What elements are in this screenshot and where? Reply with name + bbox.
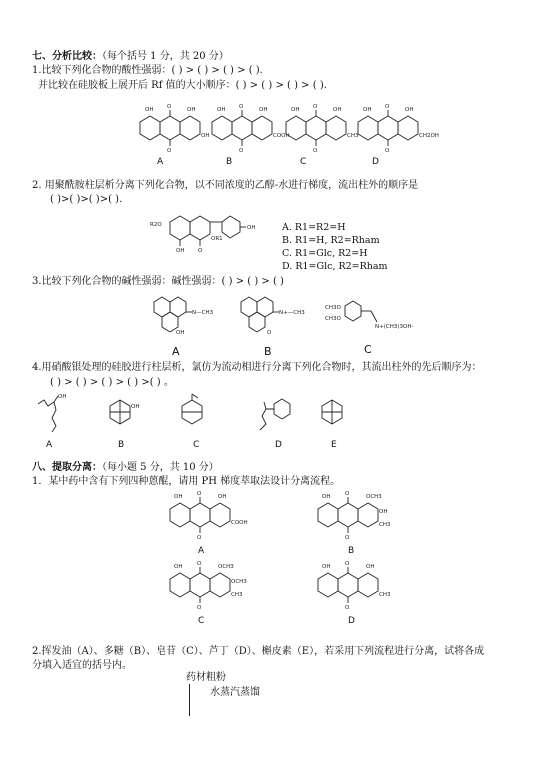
o-8b-bottom: O bbox=[345, 535, 350, 541]
q7-3-structure-b bbox=[235, 294, 305, 342]
q7-4-line1: 4.用硝酸银处理的硅胶进行柱层析，氯仿为流动相进行分离下列化合物时，其流出柱外的先后顺序为： bbox=[32, 362, 482, 373]
svg-text:COOH: COOH bbox=[273, 133, 290, 139]
oh-8d-right: OH bbox=[366, 564, 375, 570]
o-b-label: O bbox=[267, 330, 272, 336]
oh-4a-label: OH bbox=[58, 394, 67, 400]
q7-3-structure-c bbox=[325, 300, 415, 336]
svg-text:O: O bbox=[385, 104, 390, 110]
quat-ammonium-label: N+(CH3)3OH- bbox=[375, 324, 414, 330]
o-8a-top: O bbox=[197, 491, 202, 497]
q7-2-flavonoid-structure bbox=[150, 212, 260, 262]
q7-4-label-e: E bbox=[331, 440, 337, 450]
q7-4-label-a: A bbox=[46, 440, 53, 450]
q8-1-structure-c bbox=[162, 561, 252, 611]
oh-8a-right: OH bbox=[218, 494, 227, 500]
q7-3-line: 3.比较下列化合物的碱性强弱：碱性强弱：( ) > ( ) > ( ) bbox=[32, 276, 284, 287]
och3-8c-top: OCH3 bbox=[218, 564, 234, 570]
oh-a-label: OH bbox=[176, 330, 185, 336]
o-8d-bottom: O bbox=[345, 605, 350, 611]
oh-8c-left: OH bbox=[174, 564, 183, 570]
ch3o-bottom-label: CH3O bbox=[325, 316, 341, 322]
svg-text:CH3: CH3 bbox=[347, 133, 359, 139]
svg-text:O: O bbox=[239, 148, 244, 154]
q7-1-label-a: A bbox=[157, 157, 164, 167]
svg-text:OH: OH bbox=[145, 107, 154, 113]
cooh-8a-label: COOH bbox=[231, 520, 248, 526]
section8-header-note: （每小题 5 分，共 10 分） bbox=[102, 462, 219, 473]
q8-1-structure-a bbox=[162, 491, 252, 541]
q7-2-line2: ( )>( )>( )>( ). bbox=[50, 194, 123, 205]
o-8b-top: O bbox=[345, 491, 350, 497]
q7-4-label-d: D bbox=[275, 440, 282, 450]
svg-text:O: O bbox=[239, 104, 244, 110]
o-8a-bottom: O bbox=[197, 535, 202, 541]
o-8c-bottom: O bbox=[197, 605, 202, 611]
q7-2-option-b: B. R1=H, R2=Rham bbox=[282, 235, 380, 246]
q8-1-line: 1．某中药中含有下列四种蒽醌，请用 PH 梯度萃取法设计分离流程。 bbox=[32, 476, 341, 487]
q7-1-label-b: B bbox=[226, 157, 233, 167]
oh-bottom-label: OH bbox=[176, 248, 185, 254]
section8-header: 八、提取分离： bbox=[32, 462, 102, 473]
section7-header: 七、分析比较： bbox=[32, 51, 102, 62]
nch3-a-label: N—CH3 bbox=[192, 310, 214, 316]
svg-text:OH: OH bbox=[187, 107, 196, 113]
q8-1-structure-b bbox=[310, 491, 400, 541]
anthraquinone-skeleton bbox=[140, 110, 200, 146]
q7-2-option-a: A. R1=R2=H bbox=[282, 222, 346, 233]
svg-text:O: O bbox=[385, 148, 390, 154]
q8-1-label-b: B bbox=[348, 546, 355, 556]
q7-1-structure-b bbox=[204, 104, 290, 154]
section7-header-note: （每个括号 1 分，共 20 分） bbox=[102, 51, 229, 62]
svg-text:O: O bbox=[167, 104, 172, 110]
svg-text:OH: OH bbox=[259, 107, 268, 113]
q7-4-structure-e bbox=[318, 396, 348, 432]
ch3-8b-label: CH3 bbox=[379, 522, 391, 528]
or1-label: OR1 bbox=[211, 236, 223, 242]
svg-text:O: O bbox=[167, 148, 172, 154]
q8-1-label-c: C bbox=[198, 616, 205, 626]
och3-8c-right: OCH3 bbox=[231, 579, 247, 585]
q7-1-label-d: D bbox=[372, 157, 379, 167]
q8-1-label-d: D bbox=[348, 616, 355, 626]
oh-4b-label: OH bbox=[131, 404, 140, 410]
q7-2-option-c: C. R1=Glc, R2=H bbox=[282, 248, 368, 259]
n-plus-b-label: N+—CH3 bbox=[279, 310, 305, 316]
o-carbonyl-label: O bbox=[198, 248, 203, 254]
q7-2-option-d: D. R1=Glc, R2=Rham bbox=[282, 261, 388, 272]
ch3o-top-label: CH3O bbox=[325, 305, 341, 311]
q7-3-label-a: A bbox=[172, 345, 180, 358]
q7-2-line1: 2. 用聚酰胺柱层析分离下列化合物，以不同浓度的乙醇-水进行梯度，流出柱外的顺序是 bbox=[32, 180, 419, 191]
q7-1-structure-d bbox=[350, 104, 439, 154]
flow-step-1: 水蒸汽蒸馏 bbox=[210, 687, 260, 698]
o-8c-top: O bbox=[197, 561, 202, 567]
oh-8b-left: OH bbox=[322, 494, 331, 500]
oh-8a-left: OH bbox=[174, 494, 183, 500]
q7-1-structure-c bbox=[278, 104, 359, 154]
ch3-8d-label: CH3 bbox=[379, 592, 391, 598]
q7-3-label-b: B bbox=[264, 345, 272, 358]
svg-text:OH: OH bbox=[333, 107, 342, 113]
oh-8d-left: OH bbox=[322, 564, 331, 570]
svg-text:CH2OH: CH2OH bbox=[419, 133, 439, 139]
q7-4-label-c: C bbox=[193, 440, 200, 450]
ch3-8c-label: CH3 bbox=[231, 592, 243, 598]
q7-1-line2: 并比较在硅胶板上展开后 Rf 值的大小顺序：( ) > ( ) > ( ) > ( ). bbox=[38, 80, 327, 91]
svg-text:O: O bbox=[313, 104, 318, 110]
oh-right-label: OH bbox=[247, 225, 256, 231]
q8-2-line2: 分填入适宜的括号内。 bbox=[32, 660, 132, 671]
q7-4-structure-d bbox=[250, 394, 300, 436]
r2o-label: R2O bbox=[150, 222, 162, 228]
svg-text:OH: OH bbox=[217, 107, 226, 113]
q8-1-label-a: A bbox=[198, 546, 205, 556]
q7-1-line1: 1.比较下列化合物的酸性强弱：( ) > ( ) > ( ) > ( ). bbox=[32, 65, 263, 76]
q7-4-structure-a bbox=[34, 392, 74, 434]
oh-8b-right: OH bbox=[379, 509, 388, 515]
q8-2-line1: 2.挥发油（A）、多糖（B）、皂苷（C）、芦丁（D）、槲皮素（E），若采用下列流程进行分离，试将各成 bbox=[32, 646, 485, 657]
svg-text:OH: OH bbox=[291, 107, 300, 113]
svg-text:OH: OH bbox=[405, 107, 414, 113]
section7-header-line bbox=[32, 50, 229, 63]
svg-text:OH: OH bbox=[363, 107, 372, 113]
o-8d-top: O bbox=[345, 561, 350, 567]
q7-1-label-c: C bbox=[300, 157, 307, 167]
q7-4-structure-c bbox=[178, 396, 210, 432]
q7-3-label-c: C bbox=[364, 343, 372, 356]
q7-4-structure-b bbox=[104, 396, 144, 432]
section8-header-line bbox=[32, 461, 219, 474]
och3-8b-label: OCH3 bbox=[366, 494, 382, 500]
q7-3-structure-a bbox=[148, 294, 218, 342]
q7-4-line2: ( ) > ( ) > ( ) > ( ) >( ) 。 bbox=[50, 377, 174, 388]
flow-line bbox=[189, 684, 190, 716]
q7-1-structure-a bbox=[132, 104, 210, 154]
flow-start: 药材粗粉 bbox=[186, 672, 226, 683]
svg-text:O: O bbox=[313, 148, 318, 154]
svg-text:OH: OH bbox=[201, 133, 210, 139]
q8-1-structure-d bbox=[310, 561, 400, 611]
q7-4-label-b: B bbox=[118, 440, 125, 450]
